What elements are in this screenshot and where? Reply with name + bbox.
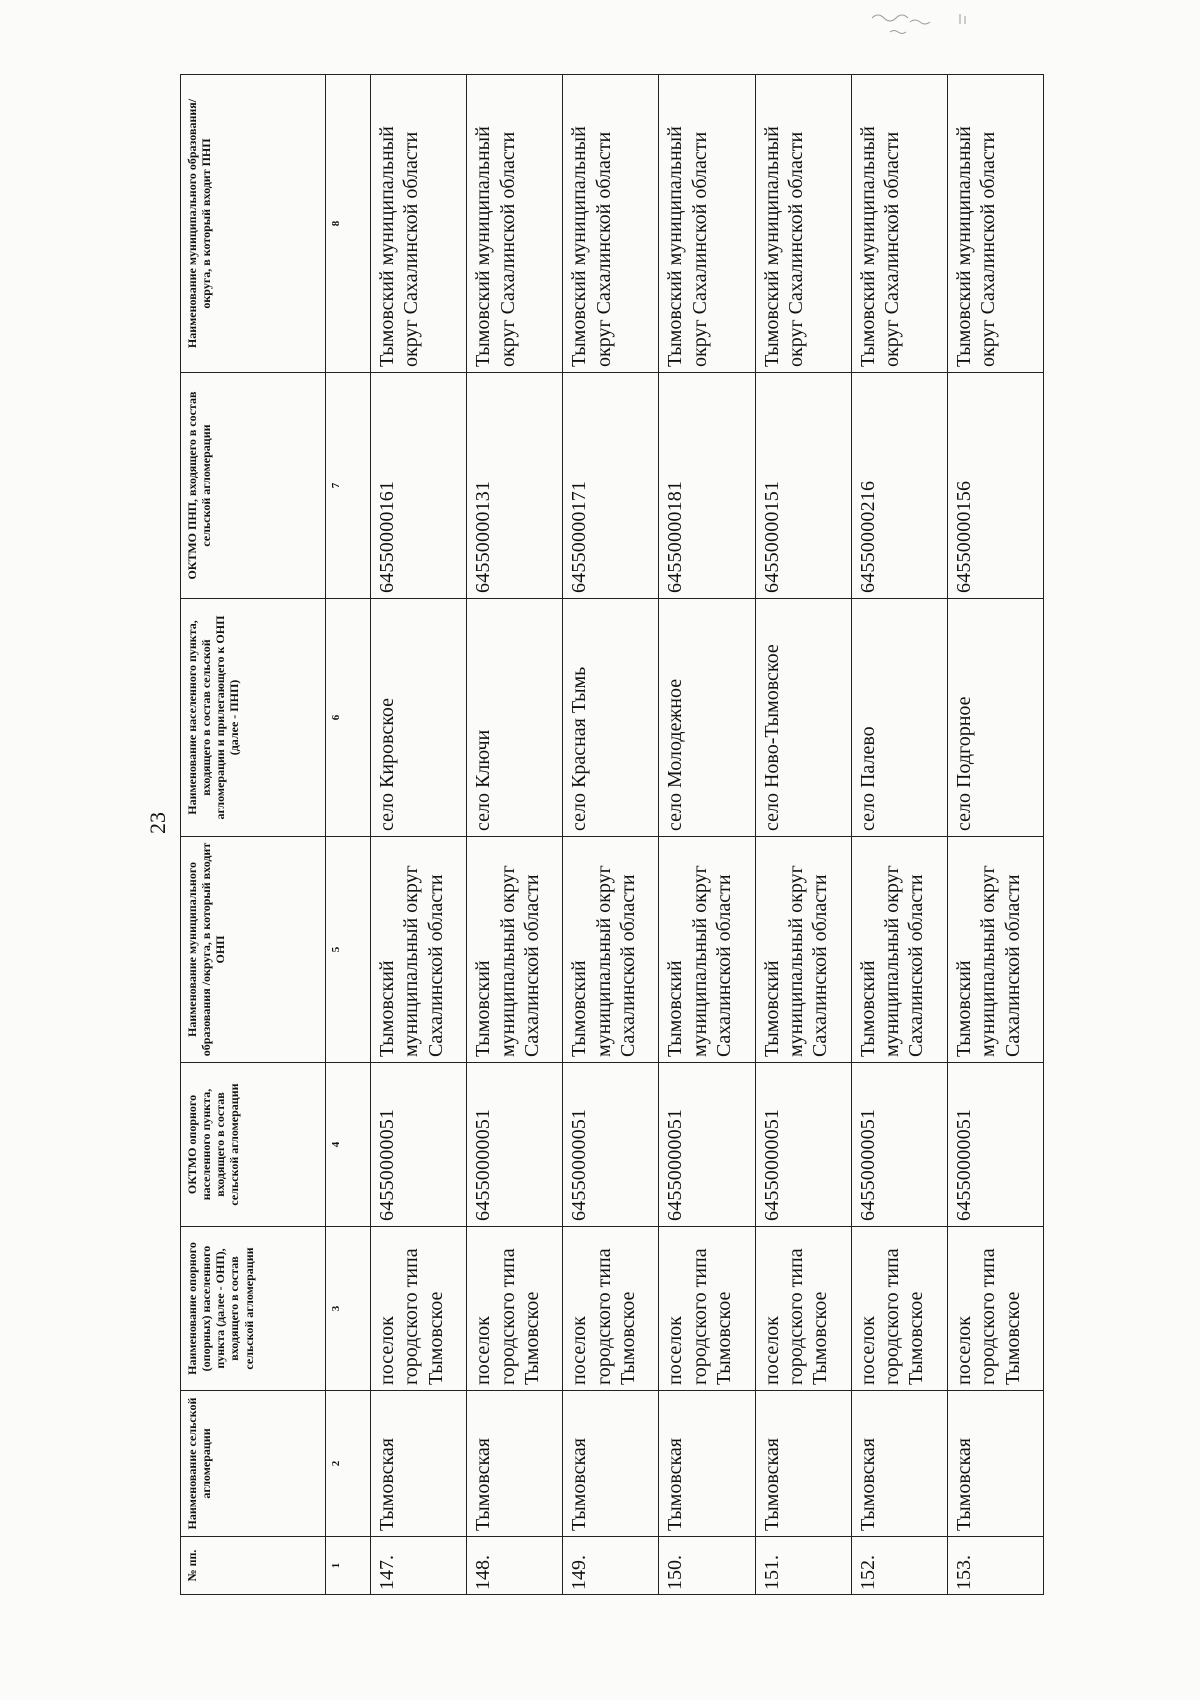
row-number: 152.: [851, 1537, 947, 1595]
agglomeration-name: Тымовская: [371, 1391, 467, 1537]
pnp-oktmo: 64550000161: [371, 373, 467, 599]
column-number: 5: [326, 837, 371, 1063]
header-cell: ОКТМО ПНП, входящего в состав сельской агломерации: [181, 373, 326, 599]
onp-oktmo: 64550000051: [851, 1063, 947, 1227]
onp-oktmo: 64550000051: [563, 1063, 659, 1227]
onp-oktmo: 64550000051: [947, 1063, 1043, 1227]
table-row: [563, 75, 659, 1595]
pnp-oktmo: 64550000216: [851, 373, 947, 599]
row-number: 153.: [947, 1537, 1043, 1595]
onp-oktmo: 64550000051: [755, 1063, 851, 1227]
column-number: 2: [326, 1391, 371, 1537]
onp-municipality: Тымовский муниципальный округ Сахалинской области: [851, 837, 947, 1063]
scan-artifact: [870, 8, 980, 38]
onp-name: поселок городского типа Тымовское: [659, 1227, 755, 1391]
pnp-municipality: Тымовский муниципальный округ Сахалинской области: [851, 75, 947, 373]
table-row: [467, 75, 563, 1595]
header-cell: Наименование муниципального образования/округа, в который входит ПНП: [181, 75, 326, 373]
header-cell: ОКТМО опорного населенного пункта, входящего в состав сельской агломерации: [181, 1063, 326, 1227]
onp-municipality: Тымовский муниципальный округ Сахалинской области: [947, 837, 1043, 1063]
table-row: [947, 75, 1043, 1595]
table-row: [371, 75, 467, 1595]
column-number: 8: [326, 75, 371, 373]
row-number: 151.: [755, 1537, 851, 1595]
column-number: 4: [326, 1063, 371, 1227]
onp-name: поселок городского типа Тымовское: [467, 1227, 563, 1391]
onp-oktmo: 64550000051: [659, 1063, 755, 1227]
onp-name: поселок городского типа Тымовское: [947, 1227, 1043, 1391]
pnp-municipality: Тымовский муниципальный округ Сахалинской области: [467, 75, 563, 373]
column-number: 7: [326, 373, 371, 599]
agglomeration-table: [180, 74, 1044, 1595]
row-number: 147.: [371, 1537, 467, 1595]
pnp-name: село Красная Тымь: [563, 599, 659, 837]
pnp-name: село Кировское: [371, 599, 467, 837]
row-number: 148.: [467, 1537, 563, 1595]
pnp-municipality: Тымовский муниципальный округ Сахалинской области: [947, 75, 1043, 373]
row-number: 150.: [659, 1537, 755, 1595]
pnp-municipality: Тымовский муниципальный округ Сахалинской области: [371, 75, 467, 373]
onp-municipality: Тымовский муниципальный округ Сахалинской области: [659, 837, 755, 1063]
table-row: [851, 75, 947, 1595]
agglomeration-name: Тымовская: [851, 1391, 947, 1537]
onp-municipality: Тымовский муниципальный округ Сахалинской области: [755, 837, 851, 1063]
column-number: 6: [326, 599, 371, 837]
table-row: [659, 75, 755, 1595]
onp-oktmo: 64550000051: [371, 1063, 467, 1227]
page-number: 23: [145, 812, 170, 834]
pnp-name: село Молодежное: [659, 599, 755, 837]
pnp-name: село Палево: [851, 599, 947, 837]
pnp-oktmo: 64550000156: [947, 373, 1043, 599]
agglomeration-name: Тымовская: [563, 1391, 659, 1537]
column-number: 1: [326, 1537, 371, 1595]
header-cell: Наименование муниципального образования /округа, в который входит ОНП: [181, 837, 326, 1063]
onp-name: поселок городского типа Тымовское: [851, 1227, 947, 1391]
pnp-municipality: Тымовский муниципальный округ Сахалинской области: [563, 75, 659, 373]
onp-municipality: Тымовский муниципальный округ Сахалинской области: [563, 837, 659, 1063]
pnp-municipality: Тымовский муниципальный округ Сахалинской области: [659, 75, 755, 373]
column-number-row: [326, 75, 371, 1595]
column-number: 3: [326, 1227, 371, 1391]
pnp-oktmo: 64550000151: [755, 373, 851, 599]
document-table-container: [180, 75, 1044, 1595]
agglomeration-name: Тымовская: [947, 1391, 1043, 1537]
pnp-name: село Подгорное: [947, 599, 1043, 837]
header-cell: Наименование сельской агломерации: [181, 1391, 326, 1537]
header-cell: № пп.: [181, 1537, 326, 1595]
row-number: 149.: [563, 1537, 659, 1595]
onp-municipality: Тымовский муниципальный округ Сахалинской области: [467, 837, 563, 1063]
pnp-oktmo: 64550000181: [659, 373, 755, 599]
onp-name: поселок городского типа Тымовское: [563, 1227, 659, 1391]
agglomeration-name: Тымовская: [659, 1391, 755, 1537]
pnp-name: село Ключи: [467, 599, 563, 837]
onp-oktmo: 64550000051: [467, 1063, 563, 1227]
agglomeration-name: Тымовская: [467, 1391, 563, 1537]
header-cell: Наименование населенного пункта, входящего в состав сельской агломерации и прилегающего к ОНП (далее - ПНП): [181, 599, 326, 837]
agglomeration-name: Тымовская: [755, 1391, 851, 1537]
header-cell: Наименование опорного (опорных) населенного пункта (далее - ОНП), входящего в состав сельской агломерации: [181, 1227, 326, 1391]
onp-municipality: Тымовский муниципальный округ Сахалинской области: [371, 837, 467, 1063]
onp-name: поселок городского типа Тымовское: [371, 1227, 467, 1391]
header-row: [181, 75, 326, 1595]
pnp-oktmo: 64550000131: [467, 373, 563, 599]
pnp-name: село Ново-Тымовское: [755, 599, 851, 837]
onp-name: поселок городского типа Тымовское: [755, 1227, 851, 1391]
pnp-oktmo: 64550000171: [563, 373, 659, 599]
pnp-municipality: Тымовский муниципальный округ Сахалинской области: [755, 75, 851, 373]
table-row: [755, 75, 851, 1595]
